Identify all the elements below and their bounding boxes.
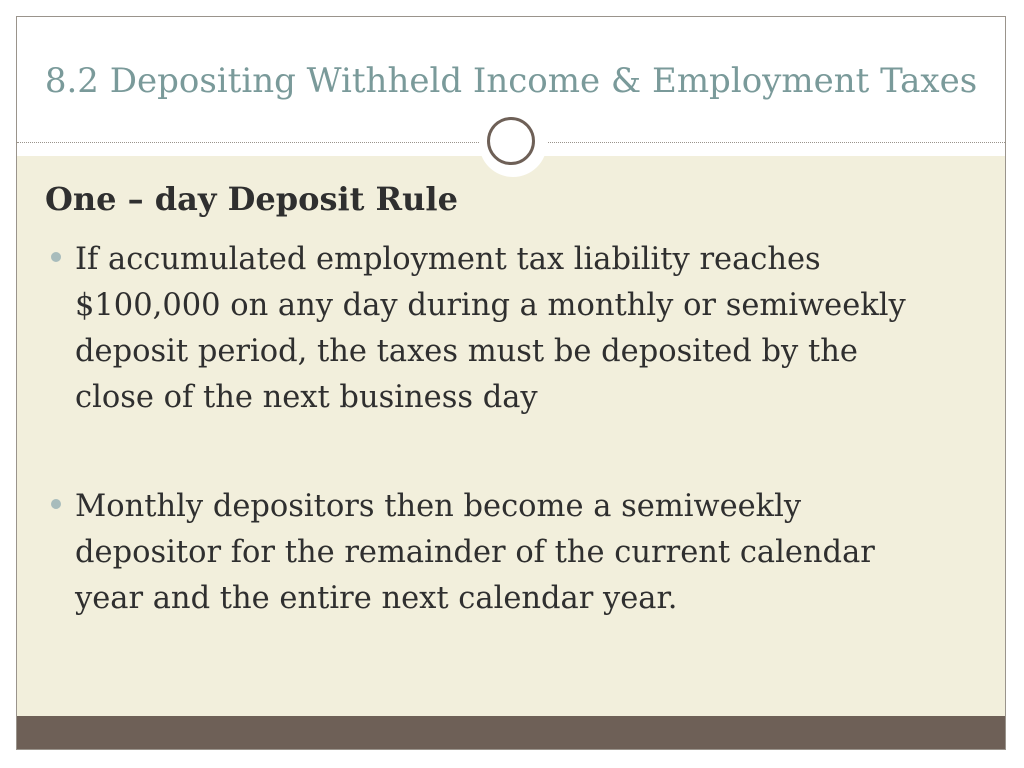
bullet-dot-icon (51, 499, 61, 509)
bullet-list (45, 237, 945, 622)
footer-band (17, 716, 1005, 750)
list-item (45, 237, 945, 421)
bullet-text: Monthly depositors then become a semiweekly depositor for the remainder of the current calendar year and the entire next calendar year. (75, 489, 875, 616)
slide (16, 16, 1006, 750)
slide-title: 8.2 Depositing Withheld Income & Employment Taxes (44, 61, 978, 101)
list-item (45, 484, 945, 622)
section-heading: One – day Deposit Rule (45, 180, 458, 218)
bullet-dot-icon (51, 252, 61, 262)
circle-ring-icon (487, 117, 535, 165)
bullet-text: If accumulated employment tax liability reaches $100,000 on any day during a monthly or semiweekly deposit period, the taxes must be deposited by the close of the next business day (75, 242, 906, 415)
